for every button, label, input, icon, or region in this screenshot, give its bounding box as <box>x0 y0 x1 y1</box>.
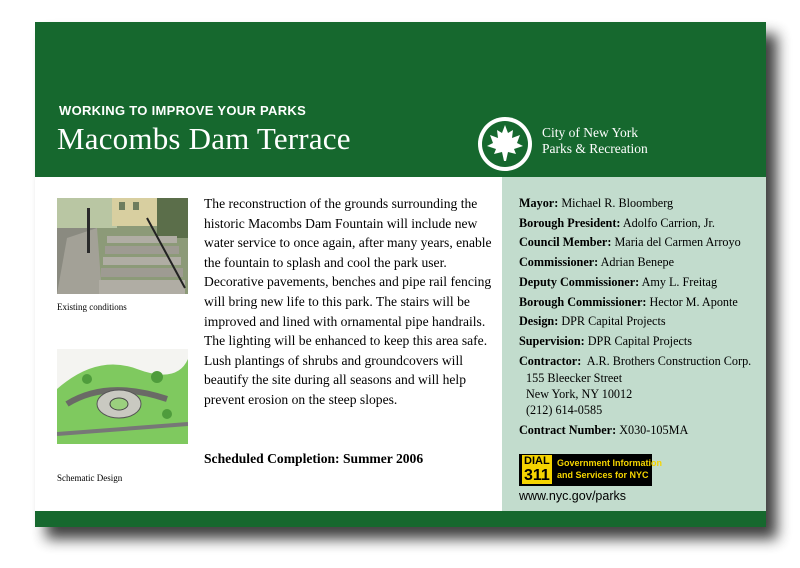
credit-value: Maria del Carmen Arroyo <box>614 235 741 250</box>
page-title: Macombs Dam Terrace <box>57 121 351 156</box>
credit-label: Supervision: <box>519 333 585 348</box>
credit-contractor <box>519 352 764 372</box>
credit-label: Borough Commissioner: <box>519 294 647 309</box>
credit-value: Amy L. Freitag <box>641 274 718 289</box>
credit-borough-commissioner <box>519 293 764 313</box>
parks-url: www.nyc.gov/parks <box>519 489 626 503</box>
org-line-1: City of New York <box>542 125 639 140</box>
dial-line-1: Government Information <box>557 458 663 468</box>
credit-label: Commissioner: <box>519 255 599 270</box>
credits-sidebar <box>502 177 766 511</box>
credit-label: Design: <box>519 314 559 329</box>
contractor-phone: (212) 614-0585 <box>526 402 603 417</box>
existing-conditions-photo <box>57 198 188 294</box>
credit-value: A.R. Brothers Construction Corp. <box>586 353 752 368</box>
credit-mayor <box>519 194 764 214</box>
sign-footer-bar <box>35 511 766 527</box>
credit-label: Contract Number: <box>519 423 617 438</box>
credit-value: Hector M. Aponte <box>649 294 738 309</box>
credit-label: Mayor: <box>519 196 559 210</box>
dial-word: DIAL <box>524 455 550 467</box>
caption-existing: Existing conditions <box>57 302 127 312</box>
credits-list <box>519 194 764 441</box>
credit-contract-number <box>519 421 764 441</box>
project-description: The reconstruction of the grounds surrounding the historic Macombs Dam Fountain will include new water service to once again, after many years, enable the fountain to splash and cool the park user. Decorative pavements, benches and pipe rail fencing will bring new life to this park. The stairs will be improved and lined with ornamental pipe handrails. The lighting will be enhanced to keep this area safe. Lush plantings of shrubs and groundcovers will beautify the site during all seasons and will help prevent erosion on the steep slopes. <box>204 196 492 407</box>
dial-311-text <box>557 457 662 481</box>
credit-value: Michael R. Bloomberg <box>561 196 674 210</box>
credit-label: Council Member: <box>519 235 612 250</box>
credit-deputy-commissioner <box>519 273 764 293</box>
maple-leaf-icon <box>476 115 534 173</box>
scheduled-completion: Scheduled Completion: Summer 2006 <box>204 451 424 466</box>
sign-header <box>35 22 766 177</box>
credit-value: X030-105MA <box>619 423 689 438</box>
caption-schematic: Schematic Design <box>57 473 123 483</box>
org-line-2: Parks & Recreation <box>542 141 648 156</box>
org-name <box>542 125 648 157</box>
credit-value: DPR Capital Projects <box>561 314 666 329</box>
kicker-text: WORKING TO IMPROVE YOUR PARKS <box>59 103 307 118</box>
credit-value: Adrian Benepe <box>600 255 675 270</box>
address-line-1: 155 Bleecker Street <box>526 371 623 386</box>
credit-value: DPR Capital Projects <box>587 333 693 348</box>
address-line-2: New York, NY 10012 <box>526 387 633 402</box>
dial-line-2: and Services for NYC <box>557 470 649 480</box>
dial-311-badge <box>519 454 663 486</box>
credit-value: Adolfo Carrion, Jr. <box>622 215 715 230</box>
credit-commissioner <box>519 253 764 273</box>
dial-number: 311 <box>524 467 550 484</box>
credit-design <box>519 312 764 332</box>
schematic-design-drawing <box>57 349 188 444</box>
credit-council-member <box>519 233 764 253</box>
credit-label: Contractor: <box>519 353 582 368</box>
contractor-address <box>519 371 764 418</box>
credit-borough-president <box>519 214 764 234</box>
credit-label: Deputy Commissioner: <box>519 274 640 289</box>
credit-supervision <box>519 332 764 352</box>
credit-label: Borough President: <box>519 215 621 230</box>
park-sign <box>35 22 766 527</box>
